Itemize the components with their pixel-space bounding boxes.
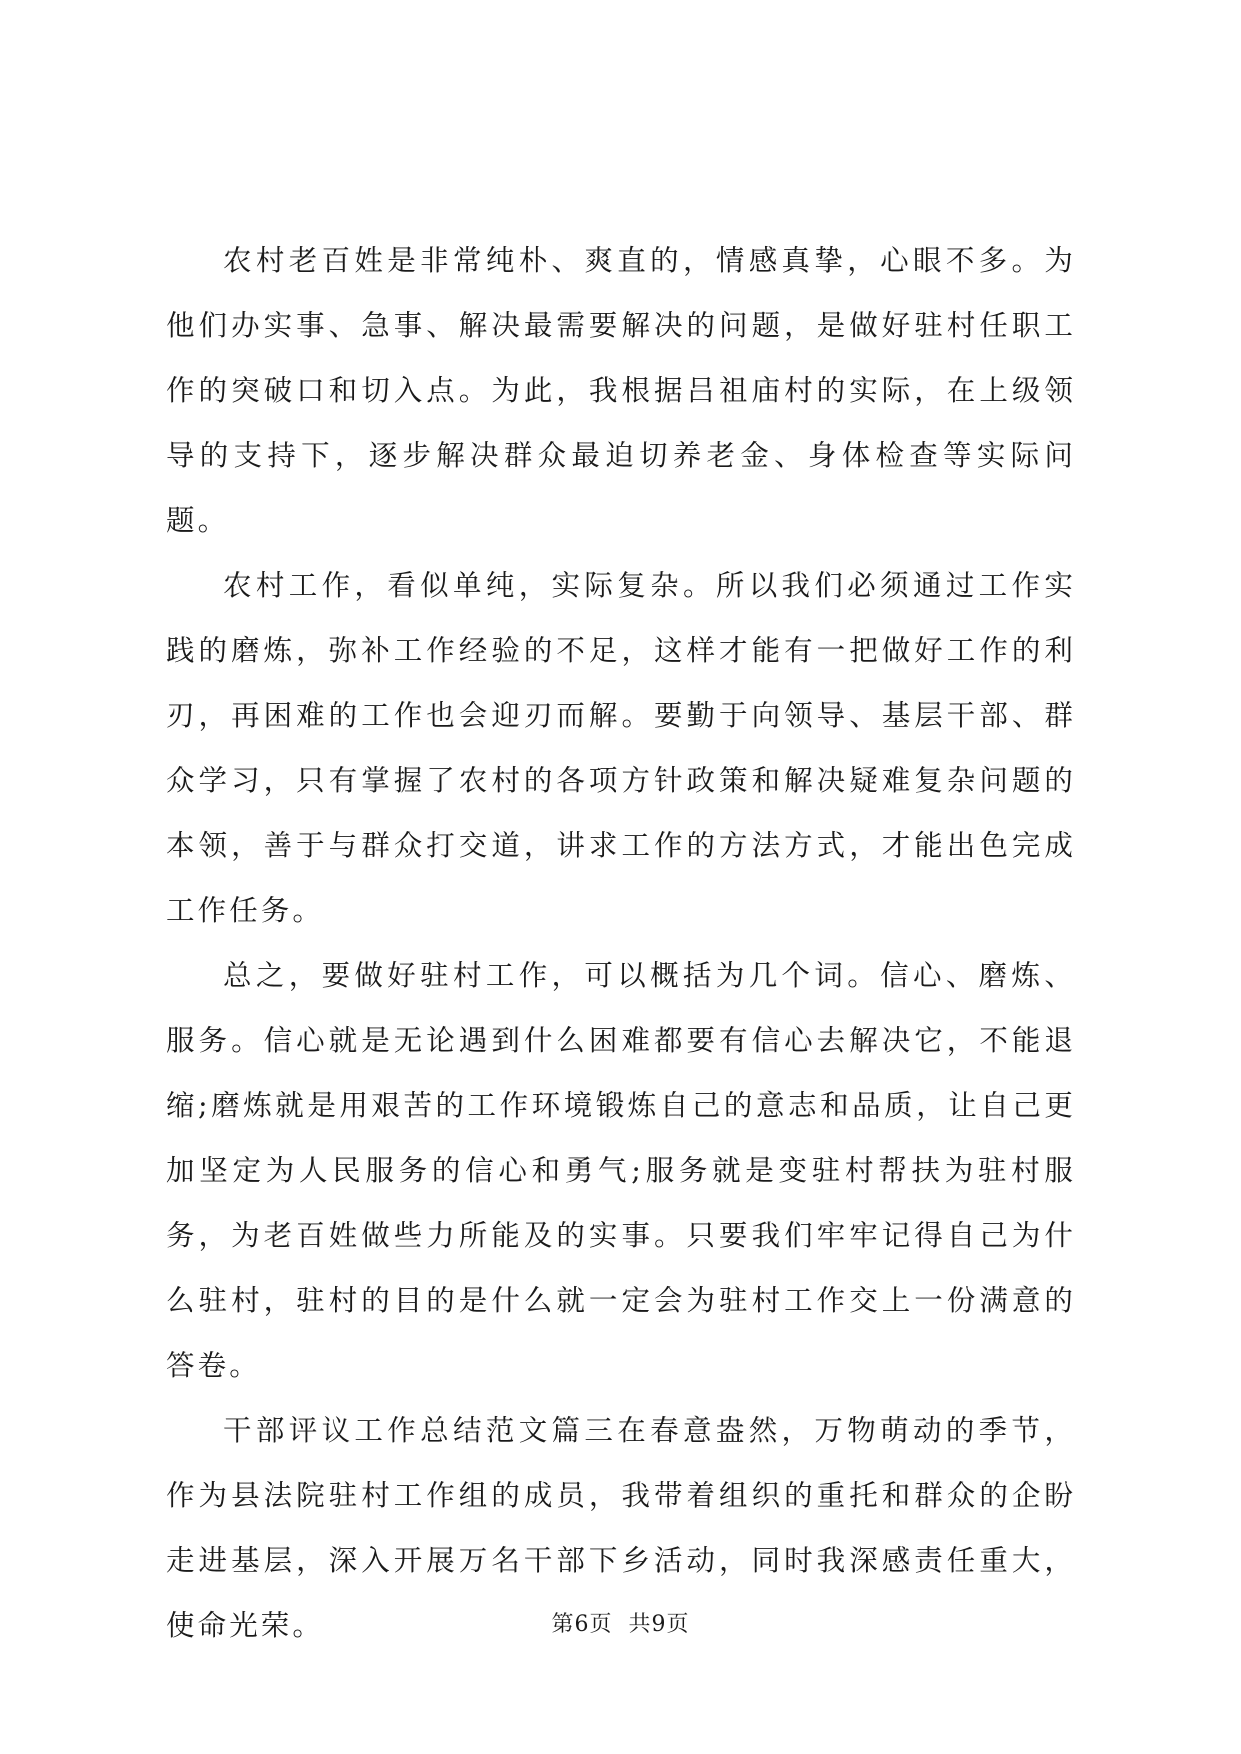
page-number: 第6页: [551, 1612, 613, 1637]
page-total: 共9页: [628, 1612, 690, 1637]
paragraph-3: 总之，要做好驻村工作，可以概括为几个词。信心、磨炼、服务。信心就是无论遇到什么困难都要有信心去解决它，不能退缩;磨炼就是用艰苦的工作环境锻炼自己的意志和品质，让自己更加坚定为人民服务的信心和勇气;服务就是变驻村帮扶为驻村服务，为老百姓做些力所能及的实事。只要我们牢牢记得自己为什么驻村，驻村的目的是什么就一定会为驻村工作交上一份满意的答卷。: [166, 959, 1076, 1382]
page-footer: [0, 1607, 1241, 1638]
document-body: [166, 228, 1076, 1658]
paragraph-2: 农村工作，看似单纯，实际复杂。所以我们必须通过工作实践的磨炼，弥补工作经验的不足，这样才能有一把做好工作的利刃，再困难的工作也会迎刃而解。要勤于向领导、基层干部、群众学习，只有掌握了农村的各项方针政策和解决疑难复杂问题的本领，善于与群众打交道，讲求工作的方法方式，才能出色完成工作任务。: [166, 569, 1076, 927]
paragraph-4: 干部评议工作总结范文篇三在春意盎然，万物萌动的季节，作为县法院驻村工作组的成员，我带着组织的重托和群众的企盼走进基层，深入开展万名干部下乡活动，同时我深感责任重大，使命光荣。: [166, 1414, 1076, 1642]
paragraph-1: 农村老百姓是非常纯朴、爽直的，情感真挚，心眼不多。为他们办实事、急事、解决最需要解决的问题，是做好驻村任职工作的突破口和切入点。为此，我根据吕祖庙村的实际，在上级领导的支持下，逐步解决群众最迫切养老金、身体检查等实际问题。: [166, 244, 1076, 537]
